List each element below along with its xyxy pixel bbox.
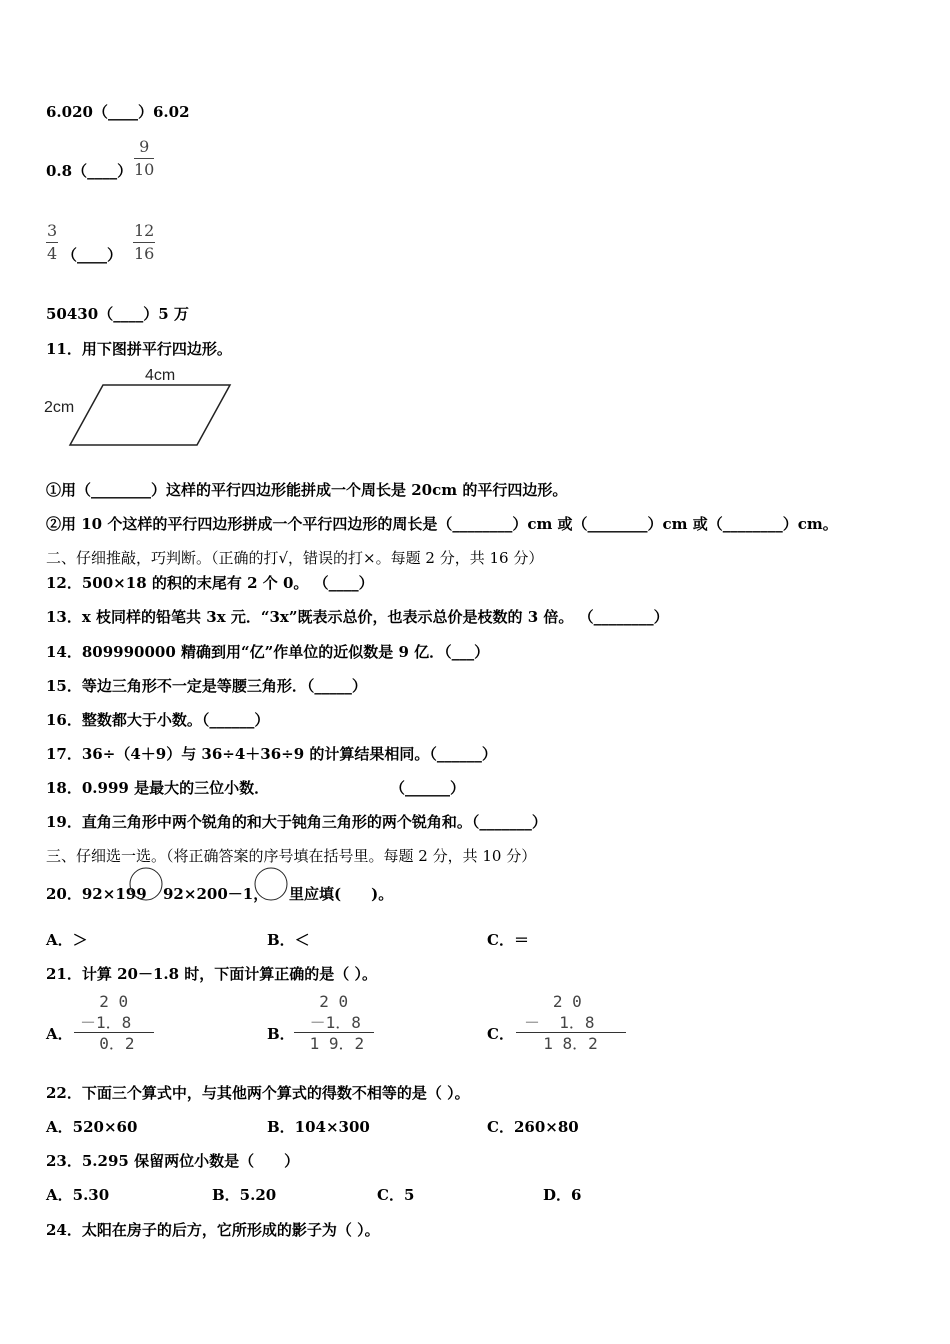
q11-line-1: ①用（________）这样的平行四边形能拼成一个周长是 20cm 的平行四边形。	[46, 481, 568, 499]
q24-title: 24．太阳在房子的后方，它所形成的影子为（ ）。	[46, 1221, 380, 1239]
q16: 16．整数都大于小数。（______）	[46, 711, 270, 729]
q23-title: 23．5.295 保留两位小数是（ ）	[46, 1152, 300, 1170]
fraction-numerator: 12	[133, 220, 155, 243]
section-2-header: 二、仔细推敲，巧判断。（正确的打√，错误的打×。每题 2 分，共 16 分）	[46, 549, 544, 567]
compare-1-left: 6.020	[46, 103, 93, 121]
compare-1-right: 6.02	[153, 103, 190, 121]
q21-a-row-2: －1．8	[80, 1013, 132, 1032]
fraction-denominator: 16	[134, 244, 155, 263]
q22-option-c[interactable]: C．260×80	[487, 1118, 579, 1136]
q20-option-c[interactable]: C．＝	[487, 931, 529, 949]
compare-3-left-fraction	[46, 220, 58, 265]
q22-title: 22．下面三个算式中，与其他两个算式的得数不相等的是（ ）。	[46, 1084, 470, 1102]
compare-3-blank[interactable]: （____）	[62, 246, 123, 264]
compare-1	[46, 102, 190, 122]
q21-c-row-2: － 1．8	[524, 1013, 595, 1032]
q17: 17．36÷（4＋9）与 36÷4＋36÷9 的计算结果相同。（______）	[46, 745, 497, 763]
q15: 15．等边三角形不一定是等腰三角形．（_____）	[46, 677, 367, 695]
q23-option-d[interactable]: D．6	[543, 1186, 582, 1204]
compare-1-blank[interactable]: （____）	[92, 103, 153, 121]
q21-b-row-3: 1 9．2	[300, 1034, 365, 1053]
q21-option-a-label[interactable]: A．	[46, 1025, 73, 1043]
q19: 19．直角三角形中两个锐角的和大于钝角三角形的两个锐角和。（_______）	[46, 813, 547, 831]
compare-2-fraction	[134, 136, 154, 181]
parallelogram-top-label: 4cm	[145, 367, 176, 384]
q21-c-row-1: 2 0	[524, 992, 582, 1011]
q12: 12．500×18 的积的末尾有 2 个 0。 （____）	[46, 574, 374, 592]
compare-2-blank[interactable]: （____）	[72, 162, 133, 180]
fraction-denominator: 10	[134, 160, 155, 179]
q20-option-b[interactable]: B．＜	[267, 931, 310, 949]
parallelogram-figure	[40, 362, 240, 452]
q18: 18．0.999 是最大的三位小数．	[46, 779, 270, 797]
q23-option-b[interactable]: B．5.20	[212, 1186, 277, 1204]
q13: 13．x 枝同样的铅笔共 3x 元．“3x”既表示总价，也表示总价是枝数的 3 倍。 （________）	[46, 608, 669, 626]
q20-blank-circle-1[interactable]	[129, 867, 165, 903]
q21-option-c-label[interactable]: C．	[487, 1025, 514, 1043]
q21-c-divider	[516, 1032, 626, 1033]
q22-option-a[interactable]: A．520×60	[46, 1118, 138, 1136]
parallelogram-side-label: 2cm	[44, 399, 75, 416]
q18-blank[interactable]: （______）	[390, 779, 466, 797]
compare-2	[46, 161, 132, 181]
q20-option-a[interactable]: A．＞	[46, 931, 88, 949]
compare-4-blank[interactable]: （____）	[98, 305, 159, 323]
compare-3-right-fraction	[133, 220, 155, 265]
q20-part-3: 里应填( )。	[289, 885, 394, 903]
compare-4-right: 5 万	[158, 305, 189, 323]
q21-b-divider	[294, 1032, 374, 1033]
parallelogram-shape	[70, 385, 230, 445]
q14: 14．809990000 精确到用“亿”作单位的近似数是 9 亿．（___）	[46, 643, 490, 661]
q23-option-a[interactable]: A．5.30	[46, 1186, 110, 1204]
q21-a-divider	[74, 1032, 154, 1033]
q23-option-c[interactable]: C．5	[377, 1186, 415, 1204]
q11-title: 11．用下图拼平行四边形。	[46, 340, 232, 358]
fraction-numerator: 9	[134, 136, 154, 159]
fraction-denominator: 4	[47, 244, 58, 263]
compare-2-left: 0.8	[46, 162, 73, 180]
q20-blank-circle-2[interactable]	[254, 867, 290, 903]
compare-4	[46, 304, 189, 324]
q11-line-2: ②用 10 个这样的平行四边形拼成一个平行四边形的周长是（________）cm 或（________）cm 或（________）cm。	[46, 515, 838, 533]
q21-a-row-3: 0．2	[80, 1034, 135, 1053]
compare-4-left: 50430	[46, 305, 99, 323]
q21-b-row-1: 2 0	[300, 992, 349, 1011]
q21-b-row-2: －1．8	[300, 1013, 361, 1032]
q20-part-2: 92×200－1，	[163, 885, 269, 903]
q20-part-1: 20．92×199	[46, 885, 147, 903]
q21-title: 21．计算 20－1.8 时，下面计算正确的是（ ）。	[46, 965, 378, 983]
q22-option-b[interactable]: B．104×300	[267, 1118, 370, 1136]
fraction-numerator: 3	[46, 220, 58, 243]
q21-option-b-label[interactable]: B．	[267, 1025, 295, 1043]
q21-a-row-1: 2 0	[80, 992, 129, 1011]
q21-c-row-3: 1 8．2	[524, 1034, 598, 1053]
section-3-header: 三、仔细选一选。（将正确答案的序号填在括号里。每题 2 分，共 10 分）	[46, 847, 537, 865]
